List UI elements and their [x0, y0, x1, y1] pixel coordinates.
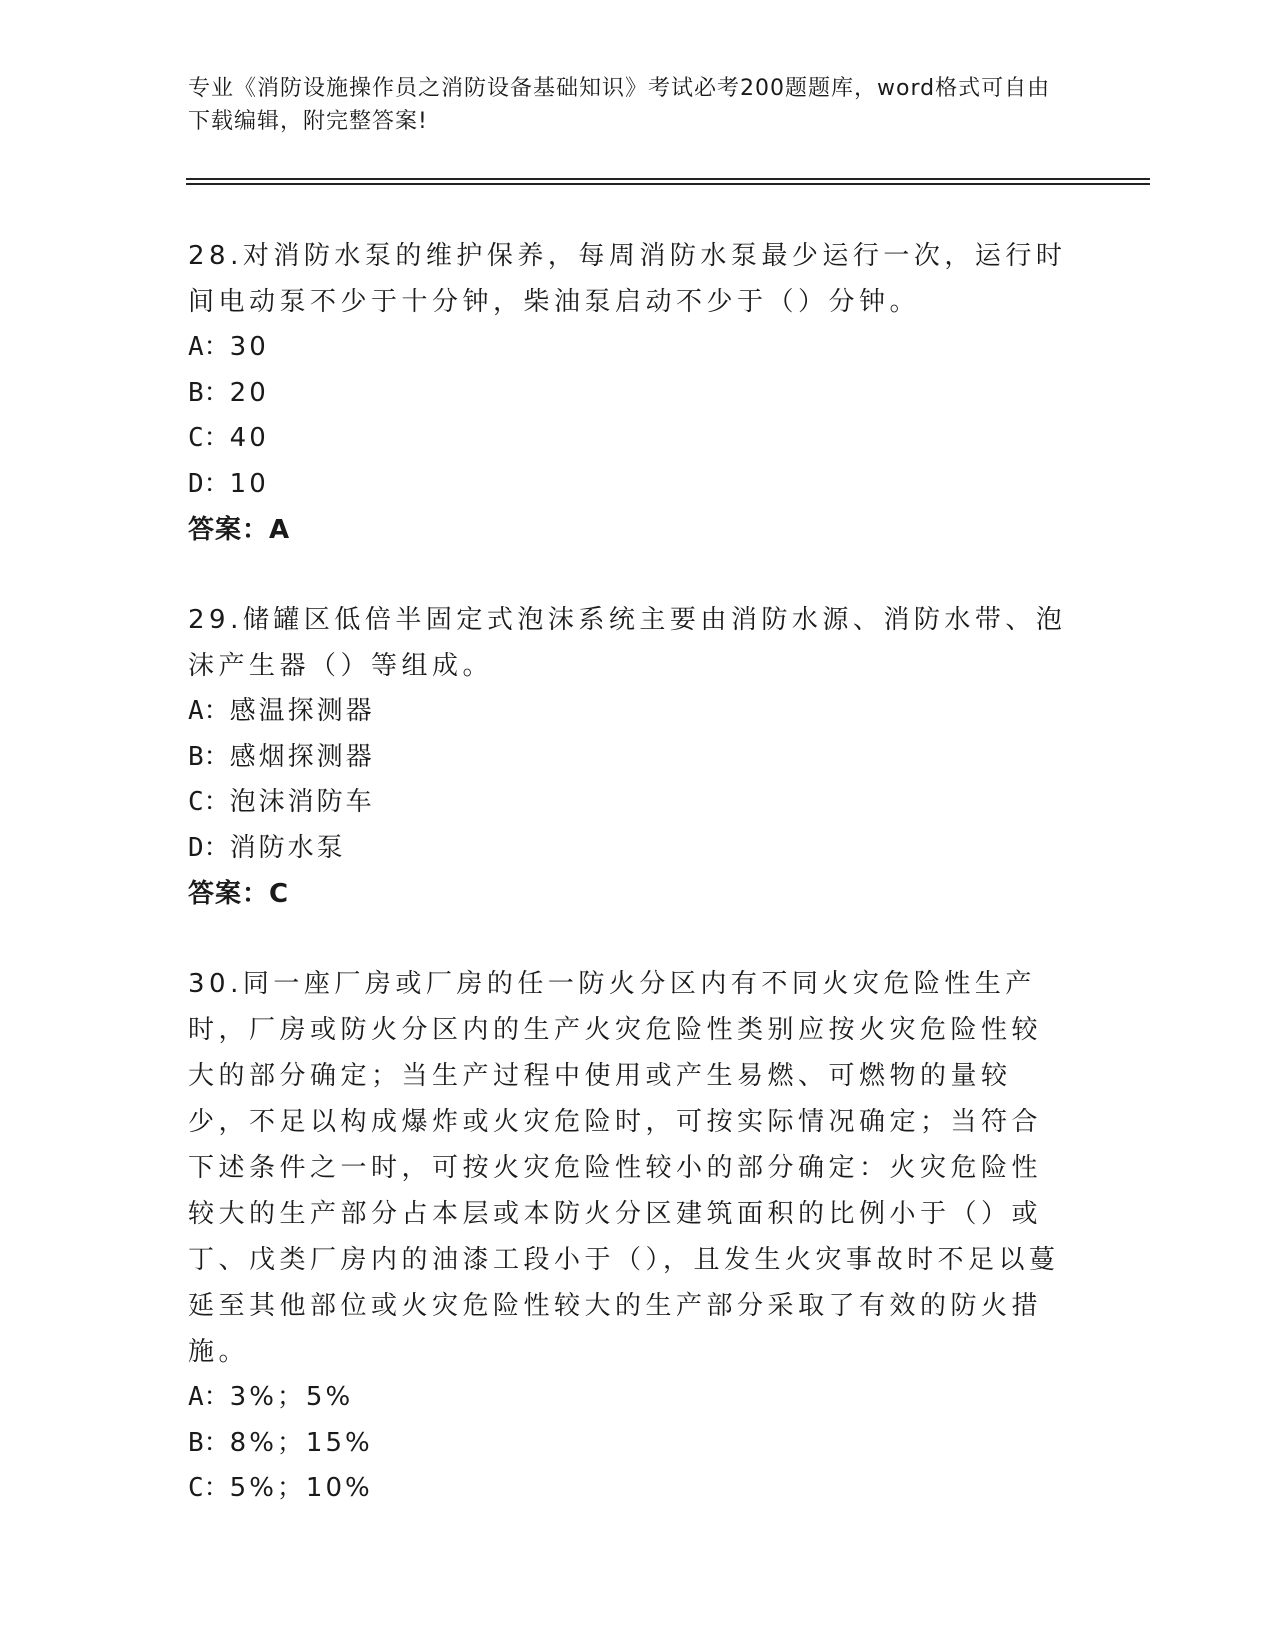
option-letter: A： [188, 332, 230, 362]
option-text: 20 [229, 377, 269, 408]
option-letter: B： [188, 1427, 230, 1458]
option-text: 10 [229, 468, 269, 499]
question-stem: 30.同一座厂房或厂房的任一防火分区内有不同火灾危险性生产时，厂房或防火分区内的生产火灾危险性类别应按火灾危险性较大的部分确定；当生产过程中使用或产生易燃、可燃物的量较少，不足以构成爆炸或火灾危险时，可按实际情况确定；当符合下述条件之一时，可按火灾危险性较小的部分确定：火灾危险性较大的生产部分占本层或本防火分区建筑面积的比例小于（）或丁、戊类厂房内的油漆工段小于（），且发生火灾事故时不足以蔓延至其他部位或火灾危险性较大的生产部分采取了有效的防火措施。 [188, 969, 1060, 1367]
question-30 [188, 961, 1068, 1512]
option-d [188, 826, 1068, 872]
option-a [188, 325, 1068, 371]
option-letter: A： [188, 696, 230, 726]
option-text: 3%；5% [229, 1382, 354, 1412]
option-text: 感温探测器 [229, 696, 375, 726]
header-divider-top [186, 178, 1150, 180]
option-text: 30 [229, 332, 269, 362]
header-divider-bottom [186, 183, 1150, 185]
option-letter: D： [188, 468, 230, 499]
option-text: 5%；10% [229, 1473, 373, 1503]
document-header: 专业《消防设施操作员之消防设备基础知识》考试必考200题题库，word格式可自由下载编辑，附完整答案! [188, 76, 1051, 134]
question-stem: 28.对消防水泵的维护保养，每周消防水泵最少运行一次，运行时间电动泵不少于十分钟，柴油泵启动不少于（）分钟。 [188, 241, 1067, 317]
option-d [188, 462, 1068, 508]
question-28 [188, 233, 1068, 553]
option-text: 消防水泵 [229, 832, 346, 863]
option-letter: C： [188, 423, 230, 453]
option-c [188, 1466, 1068, 1512]
option-b [188, 735, 1068, 781]
option-letter: D： [188, 832, 230, 863]
option-letter: B： [188, 377, 230, 408]
answer-label: 答案：C [188, 879, 290, 909]
option-text: 8%；15% [229, 1427, 373, 1458]
option-letter: B： [188, 741, 230, 772]
question-29 [188, 597, 1068, 917]
option-b [188, 1421, 1068, 1467]
option-c [188, 416, 1068, 462]
option-a [188, 1375, 1068, 1421]
option-letter: A： [188, 1382, 230, 1412]
question-stem: 29.储罐区低倍半固定式泡沫系统主要由消防水源、消防水带、泡沫产生器（）等组成。 [188, 605, 1067, 681]
option-letter: C： [188, 1473, 230, 1503]
answer-label: 答案：A [188, 515, 291, 545]
option-c [188, 780, 1068, 826]
option-text: 40 [229, 423, 269, 453]
option-b [188, 371, 1068, 417]
option-letter: C： [188, 787, 230, 817]
option-a [188, 689, 1068, 735]
option-text: 泡沫消防车 [229, 787, 375, 817]
option-text: 感烟探测器 [229, 741, 375, 772]
